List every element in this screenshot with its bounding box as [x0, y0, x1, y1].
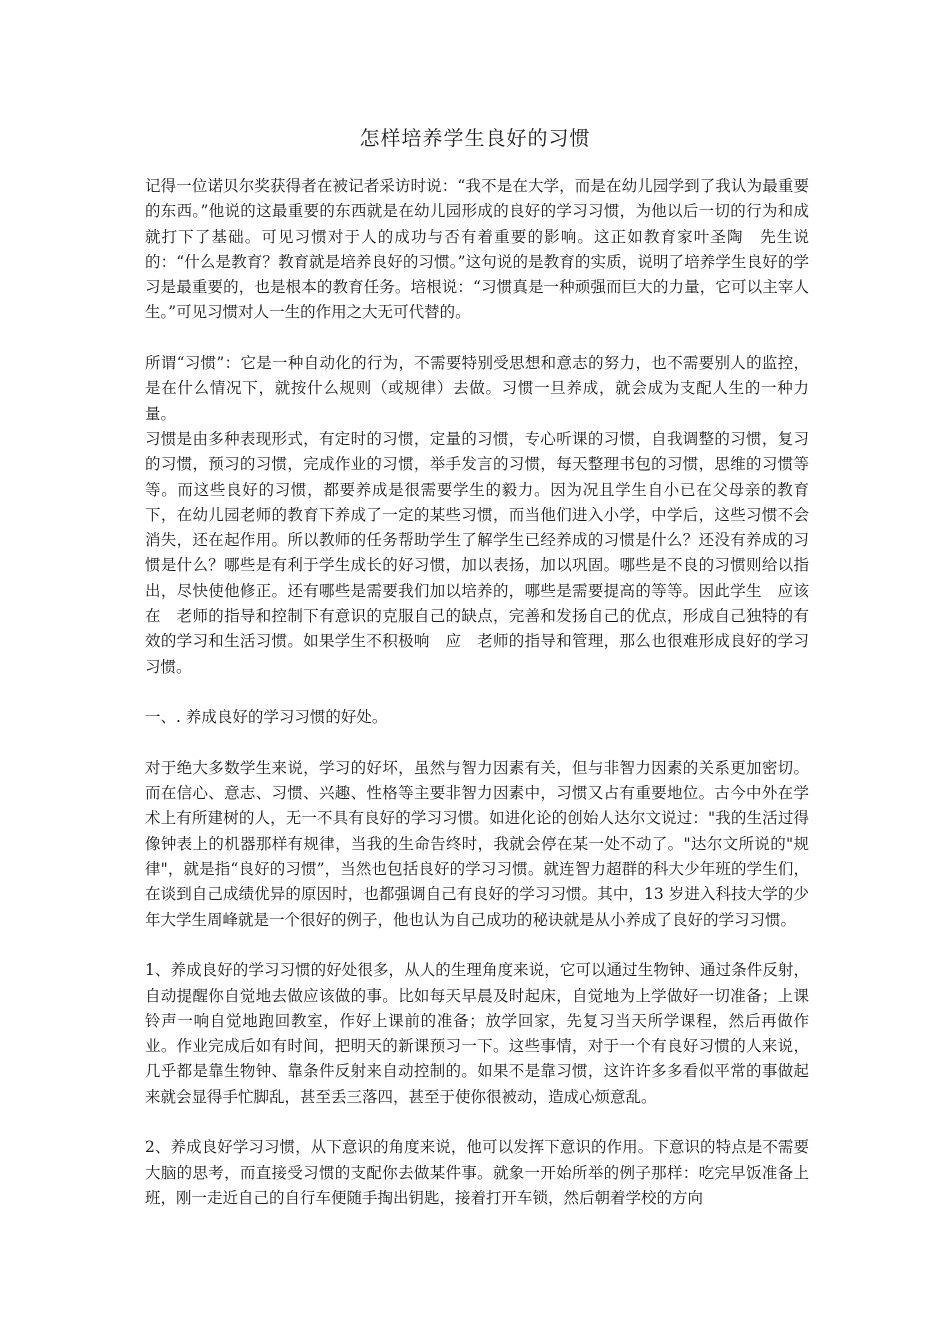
paragraph-spacer	[145, 731, 809, 756]
paragraph-forms-of-habit: 习惯是由多种表现形式，有定时的习惯，定量的习惯，专心听课的习惯，自我调整的习惯，复习的习惯，预习的习惯，完成作业的习惯，举手发言的习惯，每天整理书包的习惯，思维的习惯等等。而这些良好的习惯，都要养成是很需要学生的毅力。因为况且学生自小已在父母亲的教育下，在幼儿园老师的教育下养成了一定的某些习惯，而当他们进入小学，中学后，这些习惯不会消失，还在起作用。所以教师的任务帮助学生了解学生已经养成的习惯是什么？还没有养成的习惯是什么？哪些是有利于学生成长的好习惯，加以表扬，加以巩固。哪些是不良的习惯则给以指出，尽快使他修正。还有哪些是需要我们加以培养的，哪些是需要提高的等等。因此学生 应该在 老师的指导和控制下有意识的克服自己的缺点，完善和发扬自己的优点，形成自己独特的有效的学习和生活习惯。如果学生不积极响 应 老师的指导和管理，那么也很难形成良好的学习习惯。	[145, 429, 809, 676]
paragraph-spacer	[145, 326, 809, 351]
paragraph-spacer	[145, 680, 809, 705]
paragraph-intro: 记得一位诺贝尔奖获得者在被记者采访时说：“我不是在大学，而是在幼儿园学到了我认为最重要的东西。”他说的这最重要的东西就是在幼儿园形成的良好的学习习惯，为他以后一切的行为和成就打下了基础。可见习惯对于人的成功与否有着重要的影响。这正如教育家叶圣陶 先生说的：“什么是教育？教育就是培养良好的习惯。”这句说的是教育的实质，说明了培养学生良好的学习是最重要的，也是根本的教育任务。培根说：“习惯真是一种顽强而巨大的力量，它可以主宰人生。”可见习惯对人一生的作用之大无可代替的。	[145, 177, 809, 322]
paragraph-benefit-1: 1、养成良好的学习习惯的好处很多，从人的生理角度来说，它可以通过生物钟、通过条件反射，自动提醒你自觉地去做应该做的事。比如每天早晨及时起床，自觉地为上学做好一切准备；上课铃声一响自觉地跑回教室，作好上课前的准备；放学回家，先复习当天所学课程，然后再做作业。作业完成后如有时间，把明天的新课预习一下。这些事情，对于一个有良好习惯的人来说，几乎都是靠生物钟、靠条件反射来自动控制的。如果不是靠习惯，这许许多多看似平常的事做起来就会显得手忙脚乱，甚至丢三落四，甚至于使你很被动，造成心烦意乱。	[145, 961, 809, 1106]
paragraph-spacer	[145, 1110, 809, 1135]
document-body	[145, 174, 809, 1211]
paragraph-darwin-example: 对于绝大多数学生来说，学习的好坏，虽然与智力因素有关，但与非智力因素的关系更加密切。而在信心、意志、习惯、兴趣、性格等主要非智力因素中，习惯又占有重要地位。古今中外在学术上有所建树的人，无一不具有良好的学习习惯。如进化论的创始人达尔文说过："我的生活过得像钟表上的机器那样有规律，当我的生命告终时，我就会停在某一处不动了。"达尔文所说的"规律"，就是指“良好的习惯”，当然也包括良好的学习习惯。就连智力超群的科大少年班的学生们，在谈到自己成绩优异的原因时，也都强调自己有良好的学习习惯。其中，13 岁进入科技大学的少年大学生周峰就是一个很好的例子，他也认为自己成功的秘诀就是从小养成了良好的学习习惯。	[145, 758, 809, 929]
paragraph-benefit-2: 2、养成良好学习习惯，从下意识的角度来说，他可以发挥下意识的作用。下意识的特点是不需要大脑的思考，而直接受习惯的支配你去做某件事。就象一开始所举的例子那样：吃完早饭准备上班，刚一走近自己的自行车便随手掏出钥匙，接着打开车锁，然后朝着学校的方向	[145, 1138, 809, 1207]
paragraph-definition: 所谓“习惯”：它是一种自动化的行为，不需要特别受思想和意志的努力，也不需要别人的监控，是在什么情况下，就按什么规则（或规律）去做。习惯一旦养成，就会成为支配人生的一种力量。	[145, 354, 809, 423]
document-title: 怎样培养学生良好的习惯	[359, 126, 591, 150]
section-heading: 一、. 养成良好的学习习惯的好处。	[145, 708, 388, 727]
paragraph-spacer	[145, 933, 809, 958]
